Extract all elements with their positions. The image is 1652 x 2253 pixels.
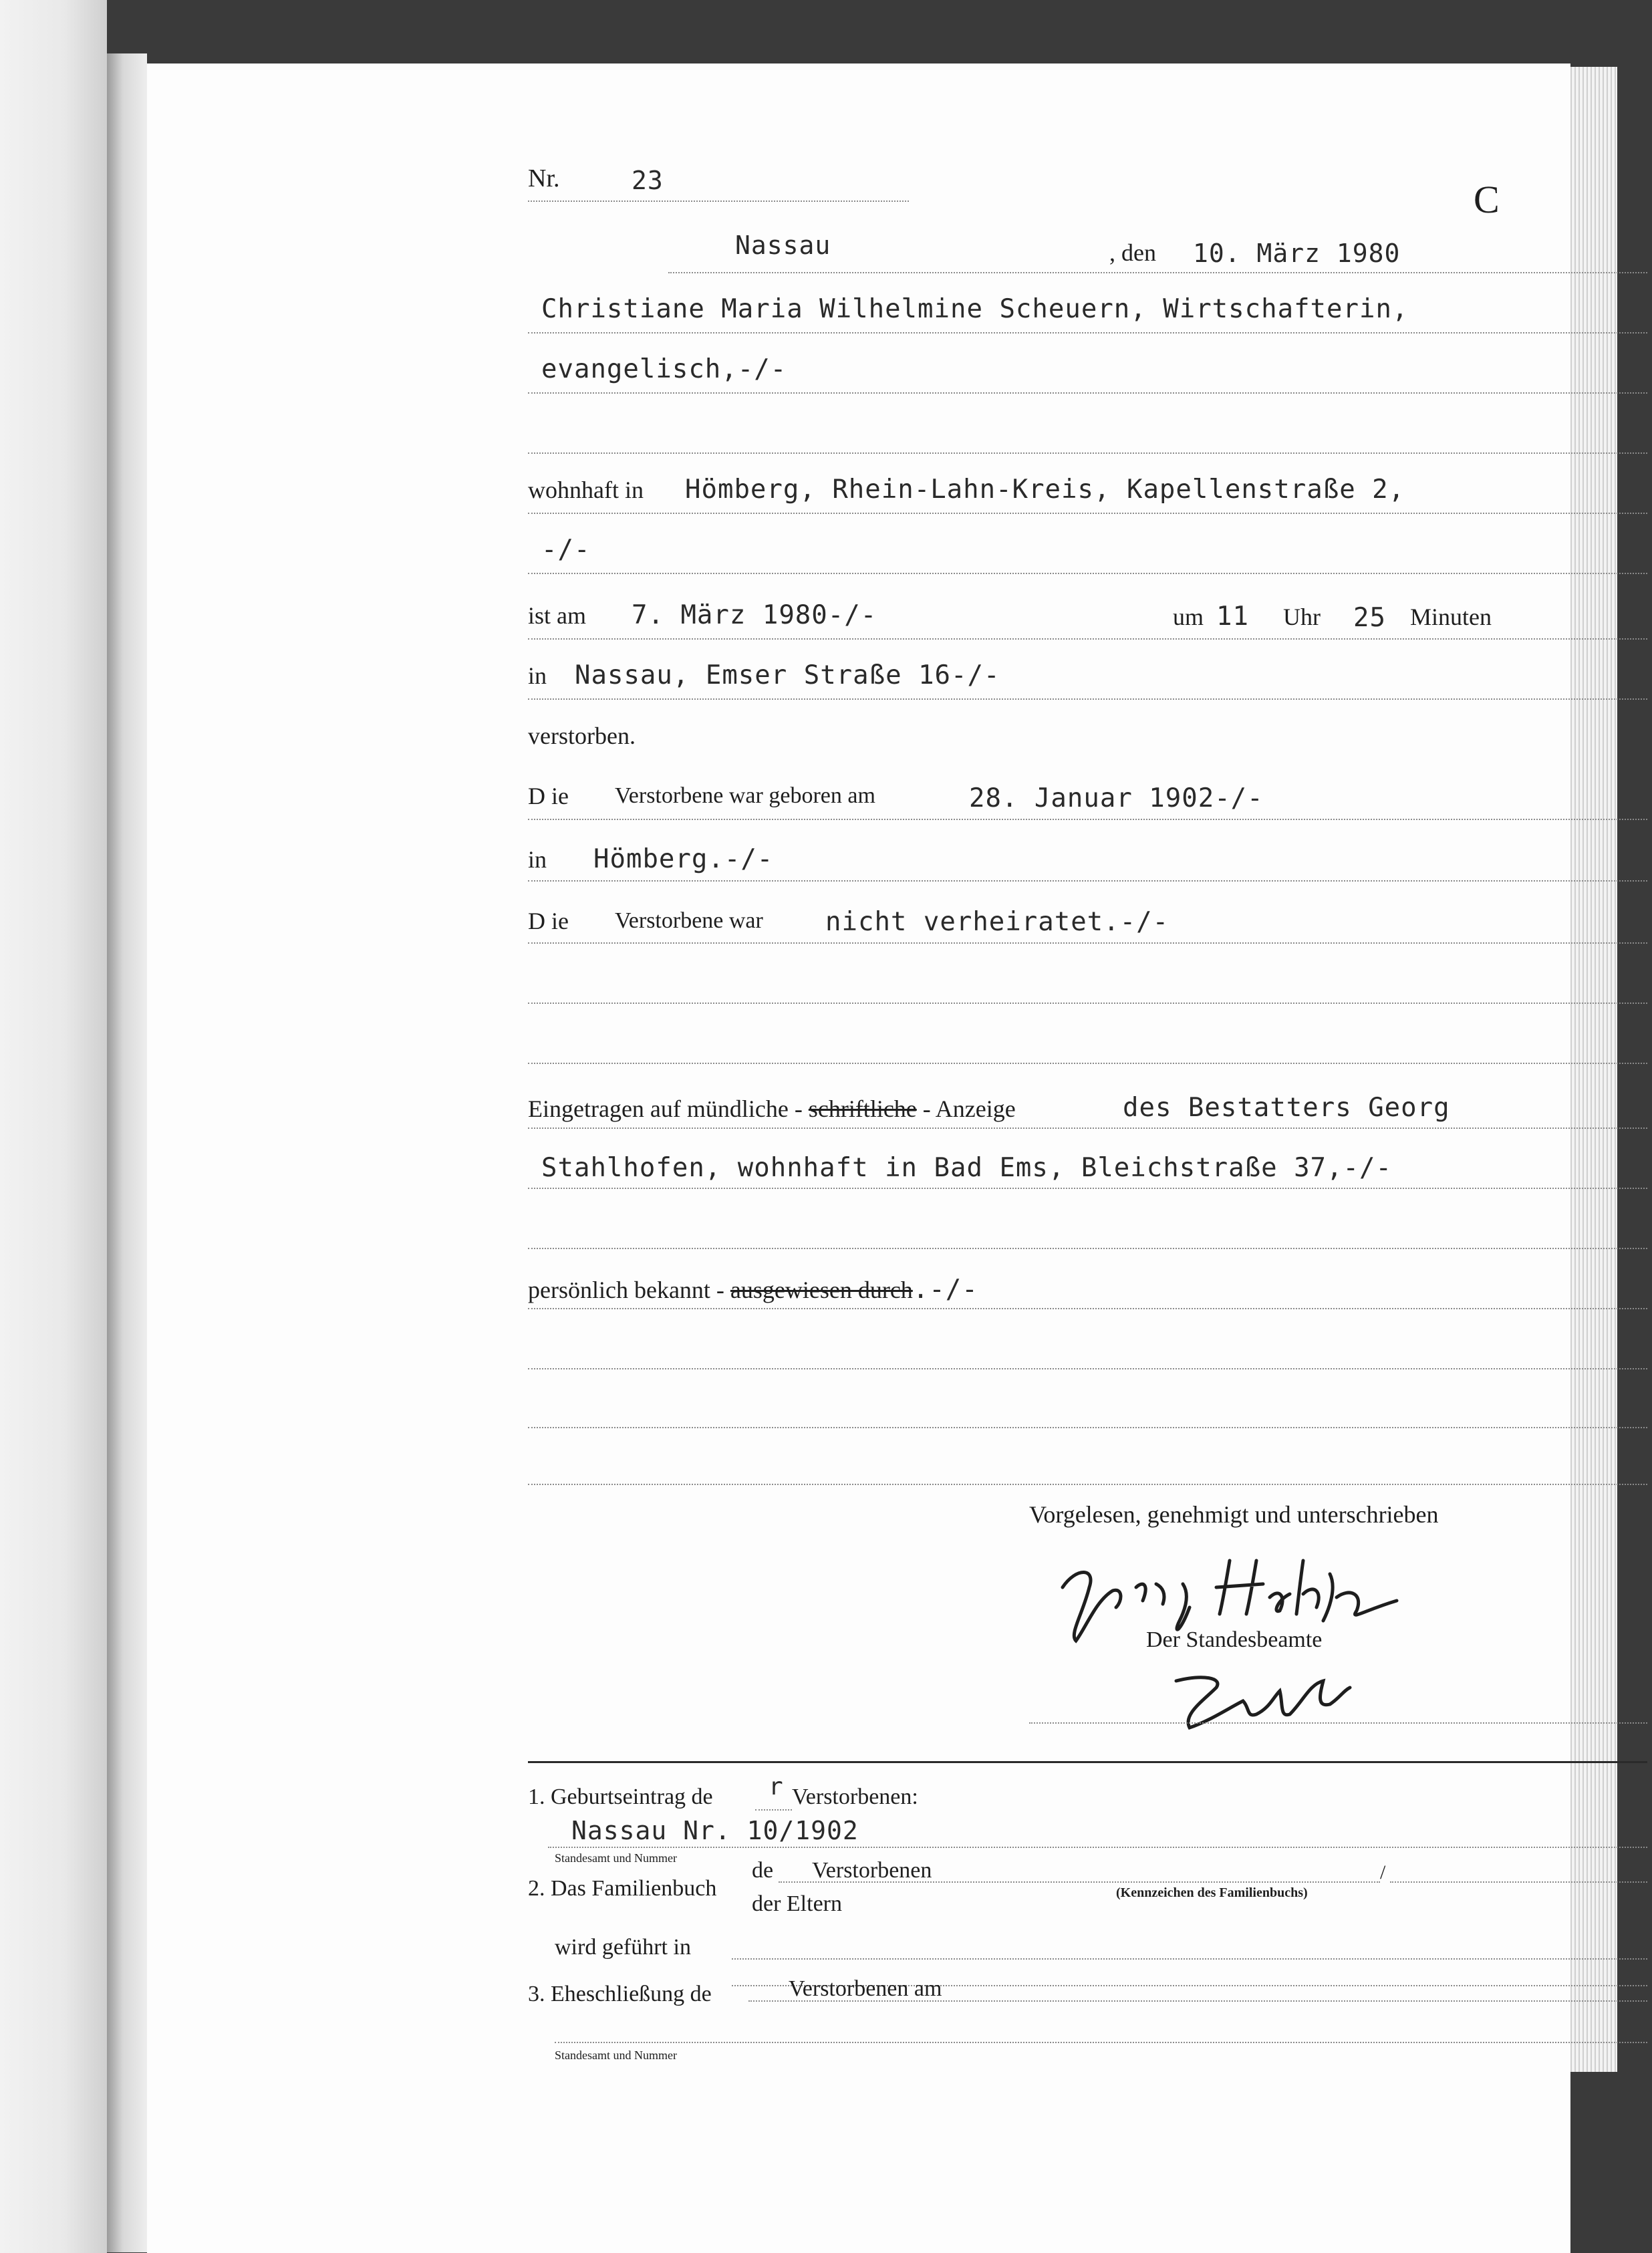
die-label: D ie (528, 783, 569, 809)
line (779, 1881, 1380, 1883)
nr-label: Nr. (528, 164, 560, 192)
death-minutes: 25 (1353, 603, 1386, 633)
deceased-name: Christiane Maria Wilhelmine Scheuern, Wirtschafterin, (541, 294, 1409, 324)
line (748, 2000, 1647, 2002)
line (528, 1427, 1647, 1428)
nr-line (528, 201, 909, 202)
line (1390, 1881, 1647, 1883)
identity-label: persönlich bekannt - ausgewiesen durch.-/- (528, 1275, 978, 1305)
line (528, 1188, 1647, 1189)
deceased-religion: evangelisch,-/- (541, 354, 787, 384)
place: Nassau (735, 231, 831, 260)
residence-label: wohnhaft in (528, 477, 644, 503)
in-label: in (528, 846, 547, 873)
item1-letter: r (769, 1773, 784, 1801)
line (528, 1248, 1647, 1249)
item3-value: Verstorbenen am (789, 1976, 942, 2001)
marital-status: nicht verheiratet.-/- (825, 907, 1169, 937)
line (528, 1368, 1647, 1369)
line (1029, 1722, 1647, 1724)
uhr-label: Uhr (1283, 604, 1321, 630)
page-edges (1564, 67, 1617, 2072)
reporter-line2: Stahlhofen, wohnhaft in Bad Ems, Bleichstraße 37,-/- (541, 1153, 1392, 1183)
ist-am-label: ist am (528, 602, 586, 629)
line (528, 1484, 1647, 1485)
line (528, 880, 1647, 882)
item1-label: 1. Geburtseintrag de (528, 1784, 713, 1809)
line (528, 942, 1647, 944)
um-label: um (1173, 604, 1204, 630)
line (528, 452, 1647, 454)
death-hour: 11 (1216, 602, 1249, 632)
report-label: Eingetragen auf mündliche - schriftliche - Anzeige (528, 1095, 1016, 1122)
line (755, 1809, 792, 1811)
category-letter: C (1474, 178, 1500, 221)
death-place: Nassau, Emser Straße 16-/- (575, 660, 1000, 690)
standesamt-caption: Standesamt und Nummer (555, 1851, 677, 1865)
line (732, 1958, 1647, 1960)
book-gutter (107, 53, 147, 2252)
birth-entry-value: Nassau Nr. 10/1902 (571, 1816, 859, 1845)
in-label: in (528, 662, 547, 689)
geboren-label: Verstorbene war geboren am (615, 783, 875, 808)
line (528, 638, 1647, 640)
verstorben-label: verstorben. (528, 722, 636, 749)
die-label: D ie (528, 908, 569, 934)
left-facing-page (0, 0, 107, 2253)
slash: / (1380, 1861, 1386, 1883)
date-line (668, 272, 1647, 273)
den-label: , den (1109, 239, 1156, 266)
line (528, 1128, 1647, 1129)
kennzeichen-caption: (Kennzeichen des Familienbuchs) (1116, 1885, 1308, 1900)
line (555, 2042, 1647, 2043)
birth-place: Hömberg.-/- (593, 844, 774, 874)
marital-label: Verstorbene war (615, 908, 763, 933)
line (528, 1308, 1647, 1309)
registrar-signature (1163, 1661, 1377, 1741)
residence-line2: -/- (541, 535, 591, 565)
date: 10. März 1980 (1193, 239, 1401, 268)
nr-value: 23 (632, 166, 664, 195)
item1-suffix: Verstorbenen: (792, 1784, 918, 1809)
struck-ausgewiesen: ausgewiesen durch (730, 1277, 913, 1303)
item2-eltern: der Eltern (752, 1891, 842, 1916)
register-page (147, 63, 1570, 2253)
vorgelesen-text: Vorgelesen, genehmigt und unterschrieben (1029, 1501, 1439, 1528)
item2-value: Verstorbenen (812, 1858, 932, 1883)
line (528, 573, 1647, 574)
reporter-line1: des Bestatters Georg (1123, 1093, 1450, 1123)
birth-date: 28. Januar 1902-/- (969, 783, 1264, 813)
line (528, 819, 1647, 820)
struck-schriftliche: schriftliche (808, 1095, 917, 1122)
line (528, 513, 1647, 514)
item3-label: 3. Eheschließung de (528, 1982, 712, 2006)
line (528, 1063, 1647, 1064)
line (528, 698, 1647, 700)
standesamt-caption-2: Standesamt und Nummer (555, 2048, 677, 2062)
item2-de: de (752, 1858, 774, 1883)
line (528, 332, 1647, 334)
line (528, 1003, 1647, 1004)
item2-label: 2. Das Familienbuch (528, 1876, 717, 1901)
wird-gefuehrt-label: wird geführt in (555, 1935, 691, 1960)
standesbeamte-label: Der Standesbeamte (1146, 1627, 1323, 1652)
footer-rule (528, 1761, 1647, 1763)
residence-value: Hömberg, Rhein-Lahn-Kreis, Kapellenstraße 2, (685, 475, 1405, 505)
minuten-label: Minuten (1410, 604, 1492, 630)
line (528, 392, 1647, 394)
death-date: 7. März 1980-/- (632, 600, 877, 630)
line (548, 1847, 1647, 1848)
